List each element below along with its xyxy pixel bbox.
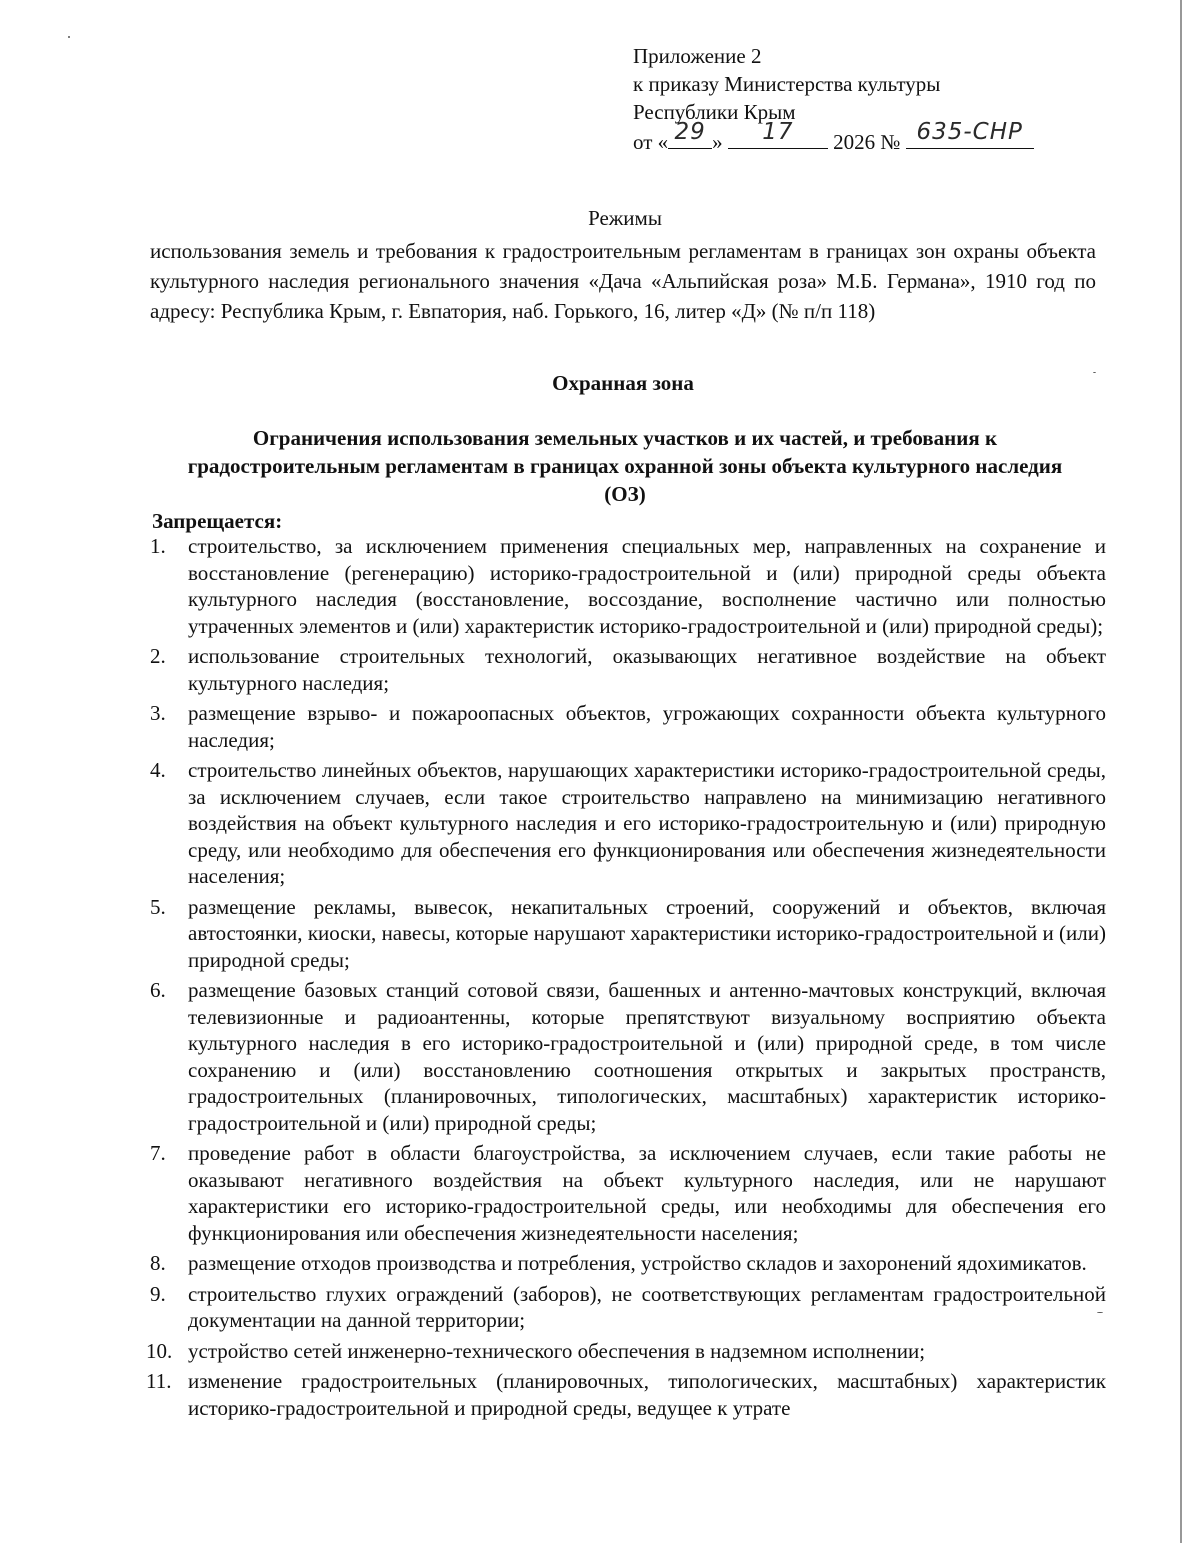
list-item-number: 3.: [150, 701, 166, 725]
scan-edge-line: [1180, 0, 1182, 1543]
appendix-header: [633, 42, 1034, 156]
document-subtitle: использования земель и требования к градостроительным регламентам в границах зон охраны объекта культурного наследия регионального значения «Дача «Альпийская роза» М.Б. Германа», 1910 год по адресу: Республика Крым, г. Евпатория, наб. Горького, 16, литер «Д» (№ п/п 118): [150, 239, 1096, 323]
appendix-number: Приложение 2: [633, 44, 762, 68]
document-title: Режимы: [588, 206, 662, 230]
list-item-number: 6.: [150, 978, 166, 1002]
list-item: [150, 1281, 1106, 1334]
handwritten-month: 17: [762, 119, 794, 145]
scan-speck: [68, 36, 70, 38]
list-item-number: 2.: [150, 644, 166, 668]
list-item-text: размещение взрыво- и пожароопасных объектов, угрожающих сохранности объекта культурного наследия;: [188, 701, 1106, 752]
date-day-field: [668, 119, 712, 149]
list-item-text: строительство, за исключением применения специальных мер, направленных на сохранение и восстановление (регенерацию) историко-градостроительной и (или) природной среды объекта культурного наследия (восстановление, воссоздание, восполнение частично или полностью утраченных элементов и (или) характеристик историко-градостроительной и (или) природной среды);: [188, 534, 1106, 638]
list-item-text: использование строительных технологий, оказывающих негативное воздействие на объект культурного наследия;: [188, 644, 1106, 695]
list-item-text: изменение градостроительных (планировочных, типологических, масштабных) характеристик историко-градостроительной и природной среды, ведущее к утрате: [188, 1369, 1106, 1420]
list-item-text: размещение базовых станций сотовой связи, башенных и антенно-мачтовых конструкций, включая телевизионные и радиоантенны, которые препятствуют визуальному восприятию объекта культурного наследия в его историко-градостроительной и (или) природной среде, в том числе сохранению и (или) восстановлению соотношения открытых и закрытых пространств, градостроительных (планировочных, типологических, масштабных) характеристик историко-градостроительной и (или) природной среды;: [188, 978, 1106, 1135]
zone-heading: Охранная зона: [552, 371, 694, 395]
list-item-number: 9.: [150, 1281, 166, 1306]
appendix-order-ref: к приказу Министерства культуры: [633, 72, 941, 96]
prohibition-list: [146, 533, 1106, 1425]
list-item-text: размещение рекламы, вывесок, некапитальных строений, сооружений и объектов, включая автостоянки, киоски, навесы, которые нарушают характеристики историко-градостроительной и (или) природной среды;: [188, 894, 1106, 972]
list-item: [150, 757, 1106, 890]
list-item: [146, 1338, 1106, 1365]
handwritten-order-number: 635-СНР: [916, 119, 1023, 145]
date-year-number: 2026 №: [833, 130, 901, 154]
list-item-text: строительство глухих ограждений (заборов), не соответствующих регламентам градостроительной документации на данной территории;: [188, 1281, 1106, 1332]
handwritten-day: 29: [674, 119, 706, 145]
appendix-date-line: [633, 119, 1034, 156]
date-prefix: от «: [633, 130, 669, 154]
list-item: [146, 1368, 1106, 1421]
list-item: [150, 533, 1106, 639]
list-item: [150, 894, 1106, 974]
prohibited-label: Запрещается:: [152, 509, 283, 533]
list-item: [150, 977, 1106, 1136]
list-item-number: 8.: [150, 1251, 166, 1275]
list-item-number: 10.: [146, 1338, 173, 1363]
list-item: [150, 700, 1106, 753]
list-item: [150, 643, 1106, 696]
list-item-text: размещение отходов производства и потребления, устройство складов и захоронений ядохимикатов.: [188, 1251, 1087, 1275]
appendix-republic: Республики Крым: [633, 100, 796, 124]
list-item-text: проведение работ в области благоустройства, за исключением случаев, если такие работы не оказывают негативного воздействия на объект культурного наследия, или не нарушают характеристики его историко-градостроительной среды, или необходимы для обеспечения его функционирования или обеспечения жизнедеятельности населения;: [188, 1141, 1106, 1245]
list-item-text: строительство линейных объектов, нарушающих характеристики историко-градостроительной среды, за исключением случаев, если такое строительство направлено на минимизацию негативного воздействия на объект культурного наследия и его историко-градостроительную и (или) природную среду, или необходимо для обеспечения его функционирования или обеспечения жизнедеятельности населения;: [188, 758, 1106, 888]
date-month-field: [728, 119, 828, 149]
list-item-number: 7.: [150, 1141, 166, 1165]
order-number-field: [906, 119, 1034, 149]
list-item-number: 4.: [150, 758, 166, 782]
list-item-number: 11.: [146, 1369, 172, 1393]
list-item: [150, 1140, 1106, 1246]
restrictions-heading: Ограничения использования земельных участков и их частей, и требования к градостроительным регламентам в границах охранной зоны объекта культурного наследия (ОЗ): [187, 426, 1063, 506]
date-quote: »: [712, 130, 723, 154]
list-item-number: 5.: [150, 894, 166, 919]
list-item-number: 1.: [150, 534, 166, 558]
list-item: [150, 1250, 1106, 1277]
list-item-text: устройство сетей инженерно-технического обеспечения в надземном исполнении;: [188, 1338, 926, 1363]
